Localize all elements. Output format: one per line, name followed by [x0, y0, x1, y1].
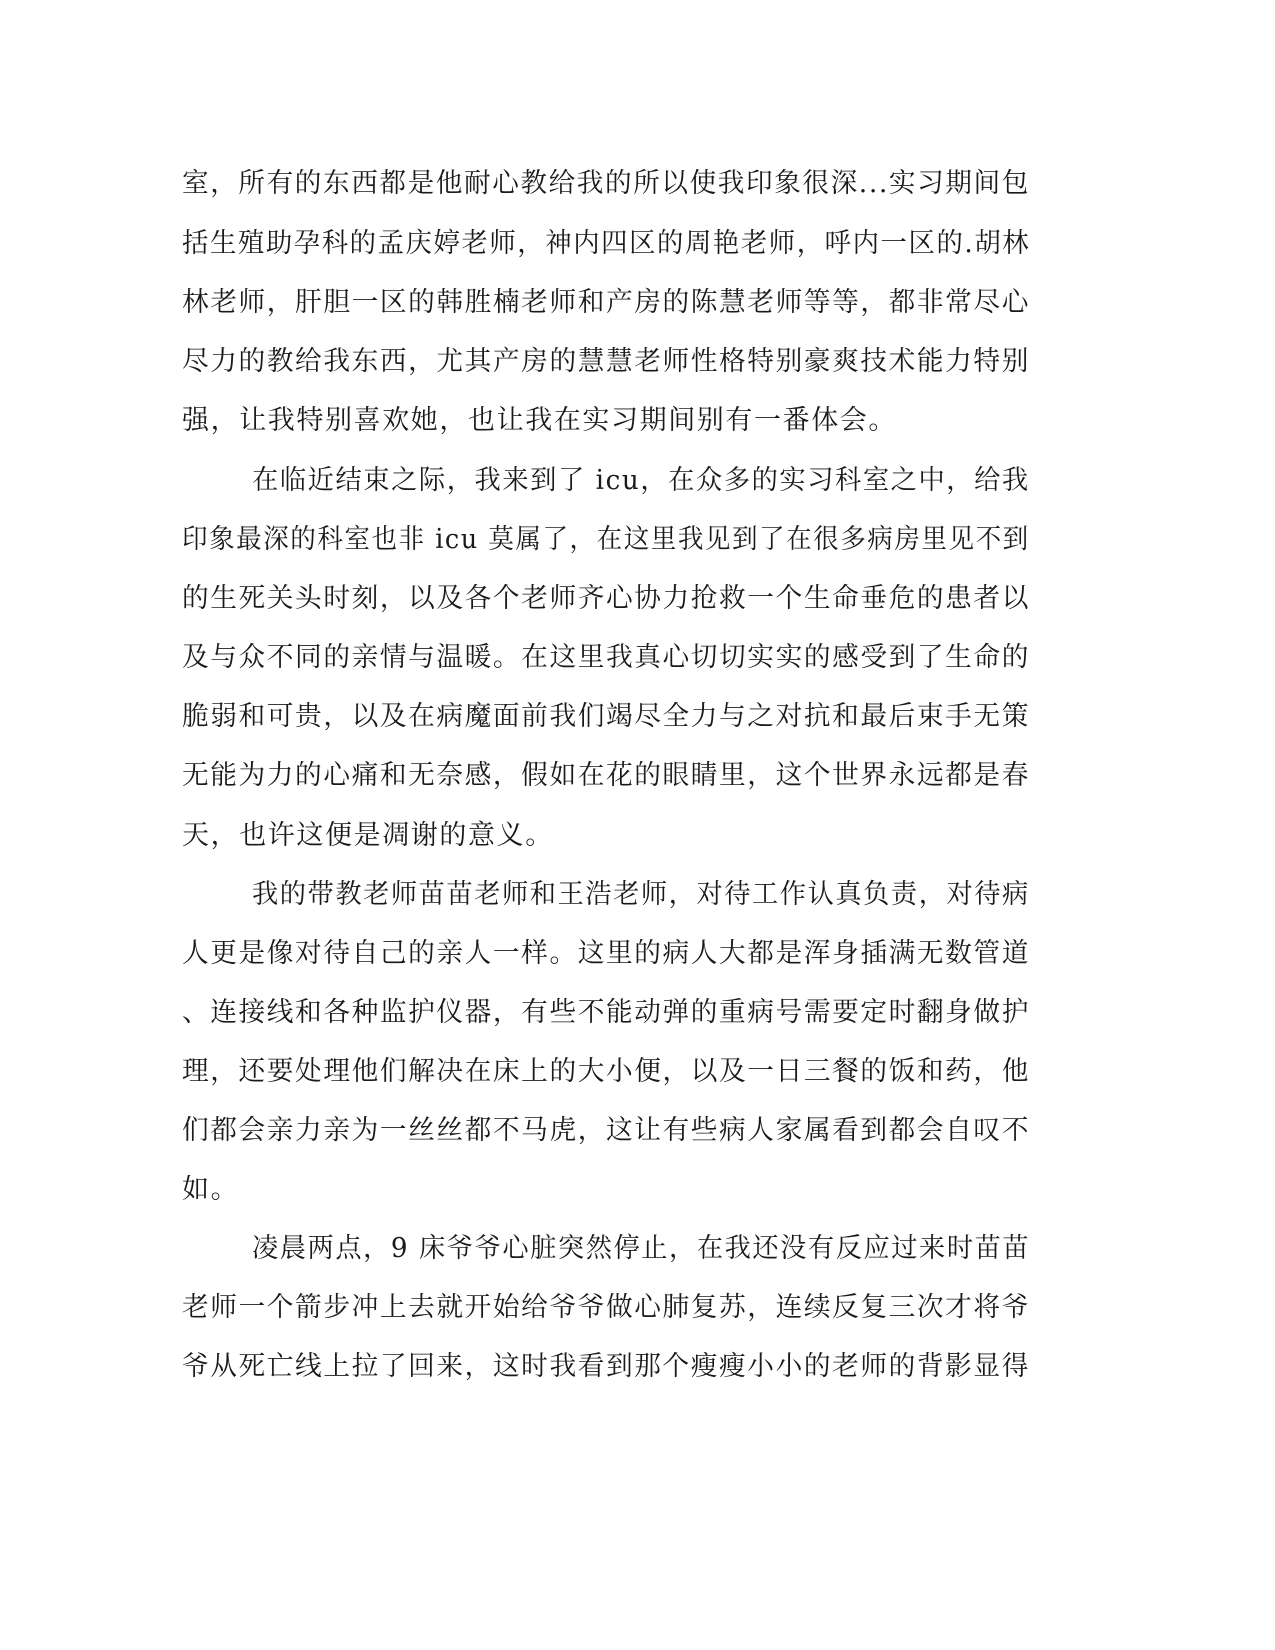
- text-line: 理，还要处理他们解决在床上的大小便，以及一日三餐的饭和药，他: [182, 1056, 1030, 1087]
- text-line: 天，也许这便是凋谢的意义。: [182, 820, 554, 851]
- text-line: 尽力的教给我东西，尤其产房的慧慧老师性格特别豪爽技术能力特别: [182, 346, 1030, 377]
- text-line: 爷从死亡线上拉了回来，这时我看到那个瘦瘦小小的老师的背影显得: [182, 1351, 1030, 1382]
- text-line: 我的带教老师苗苗老师和王浩老师，对待工作认真负责，对待病: [252, 879, 1030, 910]
- text-line: 强，让我特别喜欢她，也让我在实习期间别有一番体会。: [182, 405, 897, 436]
- text-line: 、连接线和各种监护仪器，有些不能动弹的重病号需要定时翻身做护: [182, 997, 1030, 1028]
- text-line: 凌晨两点，9 床爷爷心脏突然停止，在我还没有反应过来时苗苗: [252, 1233, 1031, 1264]
- text-line: 在临近结束之际，我来到了 icu，在众多的实习科室之中，给我: [252, 465, 1030, 496]
- text-line: 老师一个箭步冲上去就开始给爷爷做心肺复苏，连续反复三次才将爷: [182, 1292, 1030, 1323]
- text-line: 及与众不同的亲情与温暖。在这里我真心切切实实的感受到了生命的: [182, 642, 1030, 673]
- text-line: 如。: [182, 1174, 240, 1205]
- text-line: 括生殖助孕科的孟庆婷老师，神内四区的周艳老师，呼内一区的.胡林: [182, 228, 1031, 259]
- text-line: 林老师，肝胆一区的韩胜楠老师和产房的陈慧老师等等，都非常尽心: [182, 287, 1030, 318]
- text-line: 们都会亲力亲为一丝丝都不马虎，这让有些病人家属看到都会自叹不: [182, 1115, 1030, 1146]
- text-line: 无能为力的心痛和无奈感，假如在花的眼睛里，这个世界永远都是春: [182, 760, 1030, 791]
- text-line: 的生死关头时刻，以及各个老师齐心协力抢救一个生命垂危的患者以: [182, 583, 1030, 614]
- text-line: 脆弱和可贵，以及在病魔面前我们竭尽全力与之对抗和最后束手无策: [182, 701, 1030, 732]
- text-line: 人更是像对待自己的亲人一样。这里的病人大都是浑身插满无数管道: [182, 938, 1030, 969]
- text-line: 印象最深的科室也非 icu 莫属了，在这里我见到了在很多病房里见不到: [182, 524, 1030, 555]
- text-line: 室，所有的东西都是他耐心教给我的所以使我印象很深...实习期间包: [182, 168, 1030, 199]
